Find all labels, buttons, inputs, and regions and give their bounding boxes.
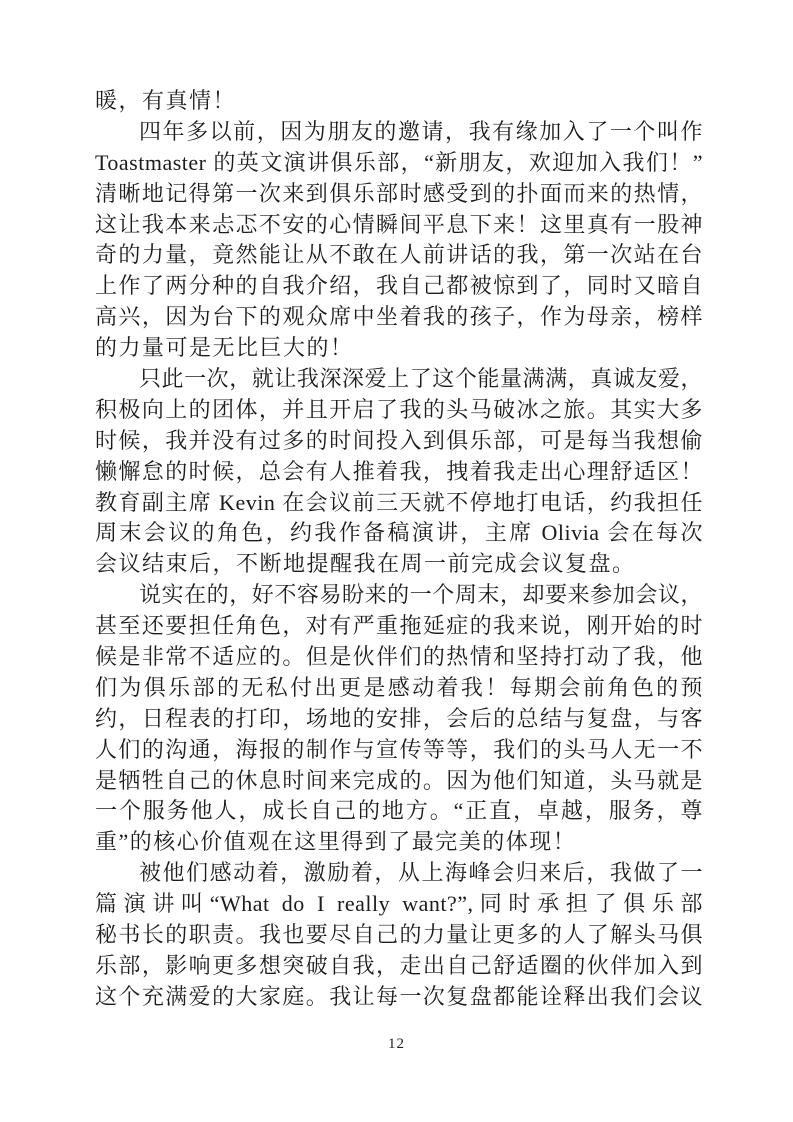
text-line: 人们的沟通，海报的制作与宣传等等，我们的头马人无一不 [95, 736, 703, 762]
text-line: 会议结束后，不断地提醒我在周一前完成会议复盘。 [95, 551, 636, 577]
text-line: 上作了两分种的自我介绍，我自己都被惊到了，同时又暗自 [95, 273, 703, 299]
text-line: 只此一次，就让我深深爱上了这个能量满满，真诚友爱， [139, 366, 703, 392]
text-line: 高兴，因为台下的观众席中坐着我的孩子，作为母亲，榜样 [95, 304, 703, 330]
text-line: 被他们感动着，激励着，从上海峰会归来后，我做了一 [139, 860, 703, 886]
text-line: 一个服务他人，成长自己的地方。“正直，卓越，服务，尊 [95, 798, 703, 824]
text-line: 懒懈怠的时候，总会有人推着我，拽着我走出心理舒适区！ [95, 458, 703, 484]
text-line: 奇的力量，竟然能让从不敢在人前讲话的我，第一次站在台 [95, 242, 703, 268]
text-line: 四年多以前，因为朋友的邀请，我有缘加入了一个叫作 [139, 118, 703, 144]
text-line: 约，日程表的打印，场地的安排，会后的总结与复盘，与客 [95, 705, 703, 731]
text-line: 说实在的，好不容易盼来的一个周末，却要来参加会议， [139, 582, 703, 608]
text-line: 周末会议的角色，约我作备稿演讲，主席 Olivia 会在每次 [95, 520, 703, 546]
text-line: 重”的核心价值观在这里得到了最完美的体现！ [95, 829, 577, 855]
text-line: 的力量可是无比巨大的！ [95, 335, 354, 361]
text-line: 这个充满爱的大家庭。我让每一次复盘都能诠释出我们会议 [95, 983, 703, 1009]
text-block [95, 86, 703, 1013]
text-line: 秘书长的职责。我也要尽自己的力量让更多的人了解头马俱 [95, 922, 703, 948]
text-line: 教育副主席 Kevin 在会议前三天就不停地打电话，约我担任 [95, 489, 703, 515]
text-line: 乐部，影响更多想突破自我，走出自己舒适圈的伙伴加入到 [95, 952, 703, 978]
text-line: 是牺牲自己的休息时间来完成的。因为他们知道，头马就是 [95, 767, 703, 793]
text-line: 积极向上的团体，并且开启了我的头马破冰之旅。其实大多 [95, 396, 703, 422]
text-line: 候是非常不适应的。但是伙伴们的热情和坚持打动了我，他 [95, 644, 703, 670]
page-number: 12 [388, 1036, 405, 1052]
text-line: 篇演讲叫“What do I really want?”,同时承担了俱乐部 [95, 891, 703, 917]
text-line: 这让我本来忐忑不安的心情瞬间平息下来！这里真有一股神 [95, 211, 703, 237]
text-line: 暖，有真情！ [95, 88, 237, 113]
text-line: 时候，我并没有过多的时间投入到俱乐部，可是每当我想偷 [95, 427, 703, 453]
text-line: 清晰地记得第一次来到俱乐部时感受到的扑面而来的热情， [95, 180, 703, 206]
text-line: 们为俱乐部的无私付出更是感动着我！每期会前角色的预 [95, 674, 703, 700]
text-line: 甚至还要担任角色，对有严重拖延症的我来说，刚开始的时 [95, 613, 703, 639]
text-line: Toastmaster 的英文演讲俱乐部，“新朋友，欢迎加入我们！” [95, 149, 703, 175]
